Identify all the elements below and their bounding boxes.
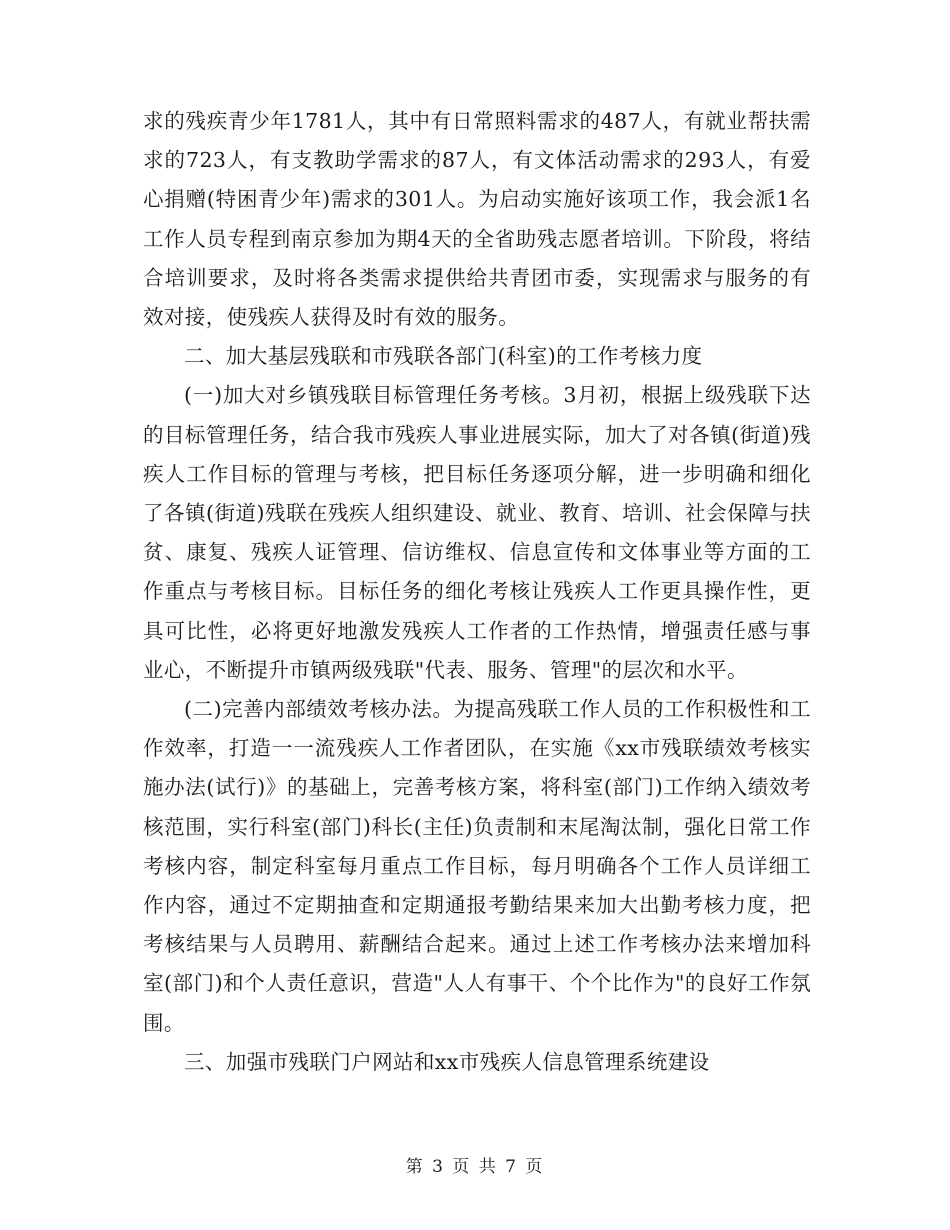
paragraph-subsection-one: (一)加大对乡镇残联目标管理任务考核。3月初，根据上级残联下达的目标管理任务，结合我市残疾人事业进展实际，加大了对各镇(街道)残疾人工作目标的管理与考核，把目标任务逐项分解，进一步明确和细化了各镇(街道)残联在残疾人组织建设、就业、教育、培训、社会保障与扶贫、康复、残疾人证管理、信访维权、信息宣传和文体事业等方面的工作重点与考核目标。目标任务的细化考核让残疾人工作更具操作性，更具可比性，必将更好地激发残疾人工作者的工作热情，增强责任感与事业心，不断提升市镇两级残联"代表、服务、管理"的层次和水平。	[143, 383, 811, 682]
section-heading-two: 二、加大基层残联和市残联各部门(科室)的工作考核力度	[184, 344, 703, 369]
paragraph-subsection-two: (二)完善内部绩效考核办法。为提高残联工作人员的工作积极性和工作效率，打造一一流残疾人工作者团队，在实施《xx市残联绩效考核实施办法(试行)》的基础上，完善考核方案，将科室(部门)工作纳入绩效考核范围，实行科室(部门)科长(主任)负责制和末尾淘汰制，强化日常工作考核内容，制定科室每月重点工作目标，每月明确各个工作人员详细工作内容，通过不定期抽查和定期通报考勤结果来加大出勤考核力度，把考核结果与人员聘用、薪酬结合起来。通过上述工作考核办法来增加科室(部门)和个人责任意识，营造"人人有事干、个个比作为"的良好工作氛围。	[143, 697, 811, 1035]
paragraph-continuation: 求的残疾青少年1781人，其中有日常照料需求的487人，有就业帮扶需求的723人，有支教助学需求的87人，有文体活动需求的293人，有爱心捐赠(特困青少年)需求的301人。为启动实施好该项工作，我会派1名工作人员专程到南京参加为期4天的全省助残志愿者培训。下阶段，将结合培训要求，及时将各类需求提供给共青团市委，实现需求与服务的有效对接，使残疾人获得及时有效的服务。	[143, 109, 811, 330]
page-footer	[0, 1152, 950, 1177]
document-body	[143, 102, 811, 1082]
section-heading-three: 三、加强市残联门户网站和xx市残疾人信息管理系统建设	[184, 1049, 710, 1074]
page-number-label: 第 3 页 共 7 页	[405, 1157, 545, 1177]
